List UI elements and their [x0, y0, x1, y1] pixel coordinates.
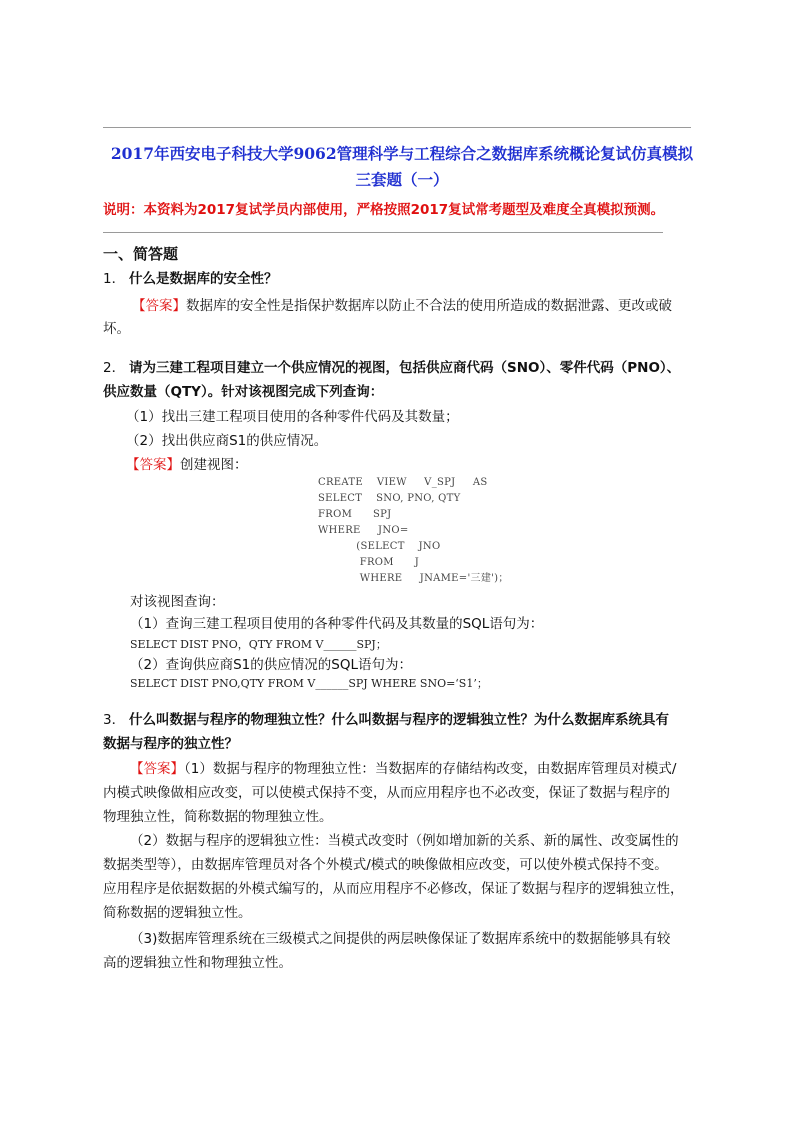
query-2-desc: （2）查询供应商S1的供应情况的SQL语句为： — [130, 657, 412, 673]
answer-1-line-1 — [132, 296, 672, 316]
question-2-text-1: 请为三建工程项目建立一个供应情况的视图，包括供应商代码（SNO）、零件代码（PNO）、 — [129, 360, 681, 376]
doc-title-line-2: 三套题（一） — [355, 170, 449, 189]
answer-3-p1-text-1: （1）数据与程序的物理独立性：当数据库的存储结构改变，由数据库管理员对模式/ — [184, 761, 677, 777]
question-2-sub-1: （1）找出三建工程项目使用的各种零件代码及其数量； — [126, 409, 459, 425]
answer-2-line — [126, 455, 248, 475]
answer-3-p1-line-3: 物理独立性，简称数据的物理独立性。 — [103, 809, 333, 825]
code-line: SELECT SNO, PNO, QTY — [318, 493, 461, 504]
code-line: FROM SPJ — [318, 509, 392, 520]
create-view-code — [318, 475, 509, 587]
question-1-text: 什么是数据库的安全性？ — [129, 271, 278, 287]
question-2-line-2: 供应数量（QTY）。针对该视图完成下列查询： — [103, 384, 384, 400]
answer-3-p2-line-4: 简称数据的逻辑独立性。 — [103, 905, 252, 921]
doc-note: 说明：本资料为2017复试学员内部使用，严格按照2017复试常考题型及难度全真模拟预测。 — [103, 202, 665, 218]
query-1-sql: SELECT DIST PNO，QTY FROM V______SPJ； — [130, 638, 387, 651]
answer-3-p3-line-1: （3)数据库管理系统在三级模式之间提供的两层映像保证了数据库系统中的数据能够具有较 — [130, 931, 671, 947]
answer-3-p2-line-1: （2）数据与程序的逻辑独立性：当模式改变时（例如增加新的关系、新的属性、改变属性的 — [130, 833, 679, 849]
question-1 — [103, 269, 278, 289]
answer-1-line-2: 坏。 — [103, 321, 130, 337]
question-3-line-1 — [103, 710, 669, 730]
answer-3-p2-line-2: 数据类型等），由数据库管理员对各个外模式/模式的映像做相应改变，可以使外模式保持不变。 — [103, 857, 668, 873]
question-3-number: 3． — [103, 712, 126, 728]
question-3-text-1: 什么叫数据与程序的物理独立性？什么叫数据与程序的逻辑独立性？为什么数据库系统具有 — [129, 712, 669, 728]
query-2-sql: SELECT DIST PNO,QTY FROM V______SPJ WHERE SNO=‘S1’； — [130, 677, 488, 690]
question-1-number: 1． — [103, 271, 126, 287]
question-2-line-1 — [103, 358, 680, 378]
code-line: (SELECT JNO — [318, 541, 441, 552]
question-2-number: 2． — [103, 360, 126, 376]
code-line: WHERE JNO= — [318, 525, 409, 536]
doc-title-line-1: 2017年西安电子科技大学9062管理科学与工程综合之数据库系统概论复试仿真模拟 — [110, 144, 694, 163]
code-line: WHERE JNAME='三建')； — [318, 573, 509, 584]
section-title: 一、简答题 — [103, 245, 179, 263]
answer-3-p2-line-3: 应用程序是依据数据的外模式编写的，从而应用程序不必修改，保证了数据与程序的逻辑独立性， — [103, 881, 684, 897]
answer-2-text: 创建视图： — [180, 457, 248, 473]
header-rule — [103, 127, 691, 128]
answer-3-tag: 【答案】 — [130, 761, 184, 777]
answer-3-p3-line-2: 高的逻辑独立性和物理独立性。 — [103, 955, 292, 971]
code-line: FROM J — [318, 557, 420, 568]
note-rule — [103, 232, 663, 233]
answer-1-text: 数据库的安全性是指保护数据库以防止不合法的使用所造成的数据泄露、更改或破 — [186, 298, 672, 314]
question-3-line-2: 数据与程序的独立性？ — [103, 736, 238, 752]
answer-3-p1-line-2: 内模式映像做相应改变，可以使模式保持不变，从而应用程序也不必改变，保证了数据与程序的 — [103, 785, 670, 801]
query-1-desc: （1）查询三建工程项目使用的各种零件代码及其数量的SQL语句为： — [130, 616, 544, 632]
code-line: CREATE VIEW V_SPJ AS — [318, 477, 488, 488]
query-intro: 对该视图查询： — [130, 594, 225, 610]
answer-2-tag: 【答案】 — [126, 457, 180, 473]
answer-1-tag: 【答案】 — [132, 298, 186, 314]
question-2-sub-2: （2）找出供应商S1的供应情况。 — [126, 433, 328, 449]
answer-3-p1-line-1 — [130, 759, 676, 779]
